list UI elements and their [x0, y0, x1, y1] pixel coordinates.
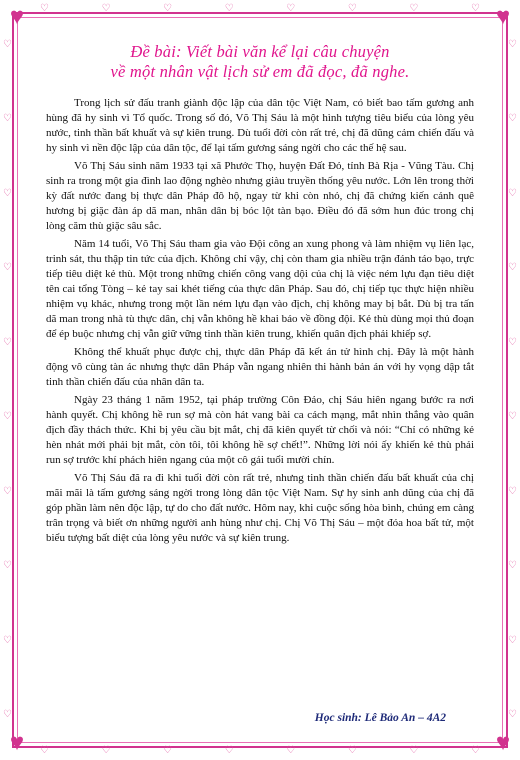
essay-paragraph-intro: Trong lịch sử đấu tranh giành độc lập của dân tộc Việt Nam, có biết bao tấm gương anh hùng đã hy sinh vì Tổ quốc. Trong số đó, Võ Thị Sáu là một hình tượng tiêu biểu của lòng yêu nước, tinh thần bất khuất và sự kiên trung. Dù tuổi đời còn rất trẻ, chị đã dũng cảm chiến đấu và hy sinh vì nền độc lập của dân tộc, để lại tấm gương sáng ngời cho các thế hệ sau.	[46, 97, 474, 154]
border-heart-row-bottom: ♡ ♡ ♡ ♡ ♡ ♡ ♡ ♡	[40, 745, 480, 756]
title-line-2: về một nhân vật lịch sử em đã đọc, đã nghe.	[110, 62, 410, 81]
essay-paragraph-childhood: Võ Thị Sáu sinh năm 1933 tại xã Phước Thọ, huyện Đất Đỏ, tỉnh Bà Rịa - Vũng Tàu. Chị sinh ra trong một gia đình lao động nghèo nhưng giàu truyền thống yêu nước. Lớn lên trong thời kỳ đất nước đang bị thực dân Pháp đô hộ, ngay từ khi còn nhỏ, chị đã chứng kiến cảnh quê hương bị giặc đàn áp dã man, nhân dân bị bóc lột tàn bạo. Điều đó đã sớm hun đúc trong chị lòng căm thù giặc sâu sắc.	[46, 160, 474, 232]
essay-prompt-title	[40, 42, 480, 82]
border-heart-column-right: ♡ ♡ ♡ ♡ ♡ ♡ ♡ ♡ ♡ ♡	[508, 39, 517, 720]
corner-heart-icon: ♥	[9, 4, 25, 30]
essay-paragraph-execution: Ngày 23 tháng 1 năm 1952, tại pháp trường Côn Đảo, chị Sáu hiên ngang bước ra nơi hành quyết. Chị không hề run sợ mà còn hát vang bài ca cách mạng, mắt nhìn thẳng vào quân địch đầy thách thức. Khi bị yêu cầu bịt mắt, chị đã kiên quyết từ chối và nói: “Chỉ có những kẻ hèn nhát mới phải bịt mắt, còn tôi, tôi không hề sợ chết!”. Những lời nói ấy khiến kẻ thù phải run sợ trước khí phách hiên ngang của một cô gái tuổi mười chín.	[46, 394, 474, 466]
corner-heart-icon: ♥	[495, 4, 511, 30]
student-signature: Học sinh: Lê Bảo An – 4A2	[314, 712, 446, 724]
corner-heart-icon: ♥	[495, 730, 511, 756]
essay-paragraph-sentence: Không thể khuất phục được chị, thực dân Pháp đã kết án tử hình chị. Đây là một hành động vô cùng tàn ác nhưng thực dân Pháp vẫn ngang nhiên thi hành bản án với hy vọng dập tắt tinh thần chiến đấu của nhân dân ta.	[46, 346, 474, 388]
title-line-1: Đề bài: Viết bài văn kể lại câu chuyện	[130, 42, 390, 61]
essay-body	[46, 96, 474, 549]
border-heart-row-top: ♡ ♡ ♡ ♡ ♡ ♡ ♡ ♡	[40, 3, 480, 14]
corner-heart-icon: ♥	[9, 730, 25, 756]
essay-paragraph-conclusion: Võ Thị Sáu đã ra đi khi tuổi đời còn rất trẻ, nhưng tinh thần chiến đấu bất khuất của chị mãi mãi là tấm gương sáng ngời trong lòng dân tộc Việt Nam. Sự hy sinh anh dũng của chị đã góp phần làm nên độc lập, tự do cho đất nước. Hôm nay, khi cuộc sống hòa bình, chúng em càng trân trọng và biết ơn những người anh hùng như chị. Chị Võ Thị Sáu – một đóa hoa bất tử, một biểu tượng bất diệt của lòng yêu nước và sự kiên trung.	[46, 472, 474, 544]
essay-paragraph-activities: Năm 14 tuổi, Võ Thị Sáu tham gia vào Đội công an xung phong và làm nhiệm vụ liên lạc, trinh sát, thu thập tin tức của địch. Không chỉ vậy, chị còn tham gia nhiều trận đánh táo bạo, trực tiếp tiêu diệt kẻ thù. Một trong những chiến công vang dội của chị là việc ném lựu đạn tiêu diệt tên cai tổng Tòng – kẻ tay sai khét tiếng của thực dân Pháp. Sau đó, chị tiếp tục thực hiện nhiều nhiệm vụ khác, nhưng trong một lần ném lựu đạn vào địch, chị không may bị bắt. Dù bị tra tấn dã man trong nhà tù thực dân, chị vẫn không hề khai báo về đồng đội. Kẻ thù dùng mọi thủ đoạn để ép buộc nhưng chị vẫn giữ vững tinh thần kiên trung, khiến quân địch phải khiếp sợ.	[46, 238, 474, 340]
border-heart-column-left: ♡ ♡ ♡ ♡ ♡ ♡ ♡ ♡ ♡ ♡	[3, 39, 12, 720]
